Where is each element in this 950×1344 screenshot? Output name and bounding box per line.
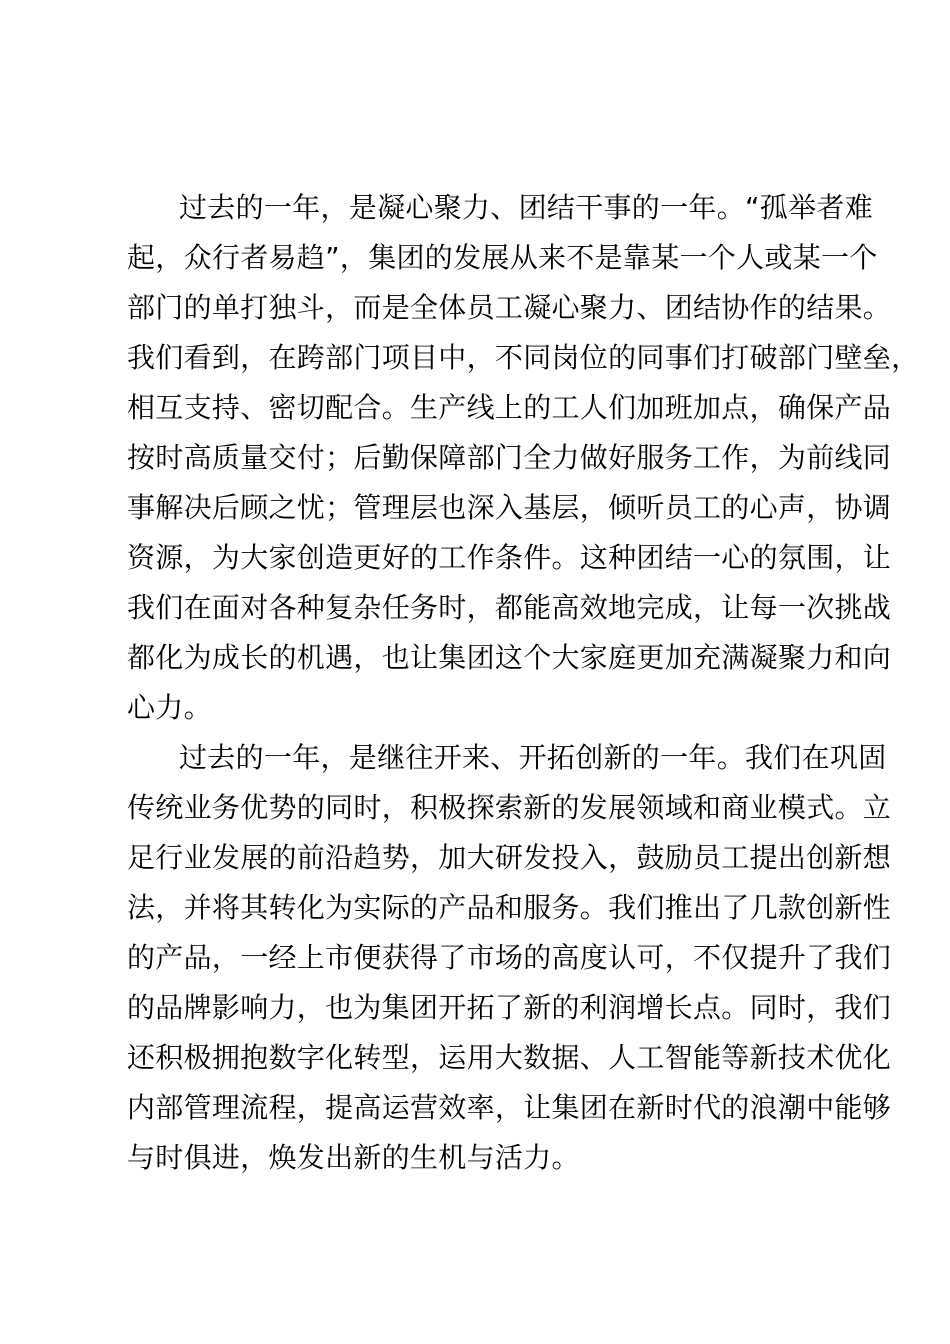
paragraph-line: 的产品，一经上市便获得了市场的高度认可，不仅提升了我们 xyxy=(127,941,892,974)
paragraph-line: 法，并将其转化为实际的产品和服务。我们推出了几款创新性 xyxy=(127,891,892,924)
paragraph-line: 与时俱进，焕发出新的生机与活力。 xyxy=(127,1141,580,1174)
paragraph-line: 相互支持、密切配合。生产线上的工人们加班加点，确保产品 xyxy=(127,391,892,424)
paragraph-line: 都化为成长的机遇，也让集团这个大家庭更加充满凝聚力和向 xyxy=(127,641,892,674)
paragraph-line: 我们看到，在跨部门项目中，不同岗位的同事们打破部门壁垒， xyxy=(127,341,920,374)
paragraph-line: 起，众行者易趋”，集团的发展从来不是靠某一个人或某一个 xyxy=(127,241,878,274)
paragraph-line: 的品牌影响力，也为集团开拓了新的利润增长点。同时，我们 xyxy=(127,991,892,1024)
paragraph-line: 内部管理流程，提高运营效率，让集团在新时代的浪潮中能够 xyxy=(127,1091,892,1124)
paragraph-line: 资源，为大家创造更好的工作条件。这种团结一心的氛围，让 xyxy=(127,541,892,574)
paragraph-line: 部门的单打独斗，而是全体员工凝心聚力、团结协作的结果。 xyxy=(127,291,892,324)
paragraph-line: 我们在面对各种复杂任务时，都能高效地完成，让每一次挑战 xyxy=(127,591,892,624)
paragraph-line: 足行业发展的前沿趋势，加大研发投入，鼓励员工提出创新想 xyxy=(127,841,892,874)
paragraph-line: 传统业务优势的同时，积极探索新的发展领域和商业模式。立 xyxy=(127,791,892,824)
paragraph-line: 还积极拥抱数字化转型，运用大数据、人工智能等新技术优化 xyxy=(127,1041,892,1074)
paragraph-line: 事解决后顾之忧；管理层也深入基层，倾听员工的心声，协调 xyxy=(127,491,892,524)
paragraph-line: 过去的一年，是继往开来、开拓创新的一年。我们在巩固 xyxy=(179,741,887,774)
paragraph-innovation xyxy=(127,733,892,1183)
paragraph-line: 心力。 xyxy=(127,691,212,724)
paragraph-line: 过去的一年，是凝心聚力、团结干事的一年。“孤举者难 xyxy=(179,191,874,224)
paragraph-unity xyxy=(127,183,920,733)
paragraph-line: 按时高质量交付；后勤保障部门全力做好服务工作，为前线同 xyxy=(127,441,892,474)
document-body xyxy=(127,183,920,1183)
